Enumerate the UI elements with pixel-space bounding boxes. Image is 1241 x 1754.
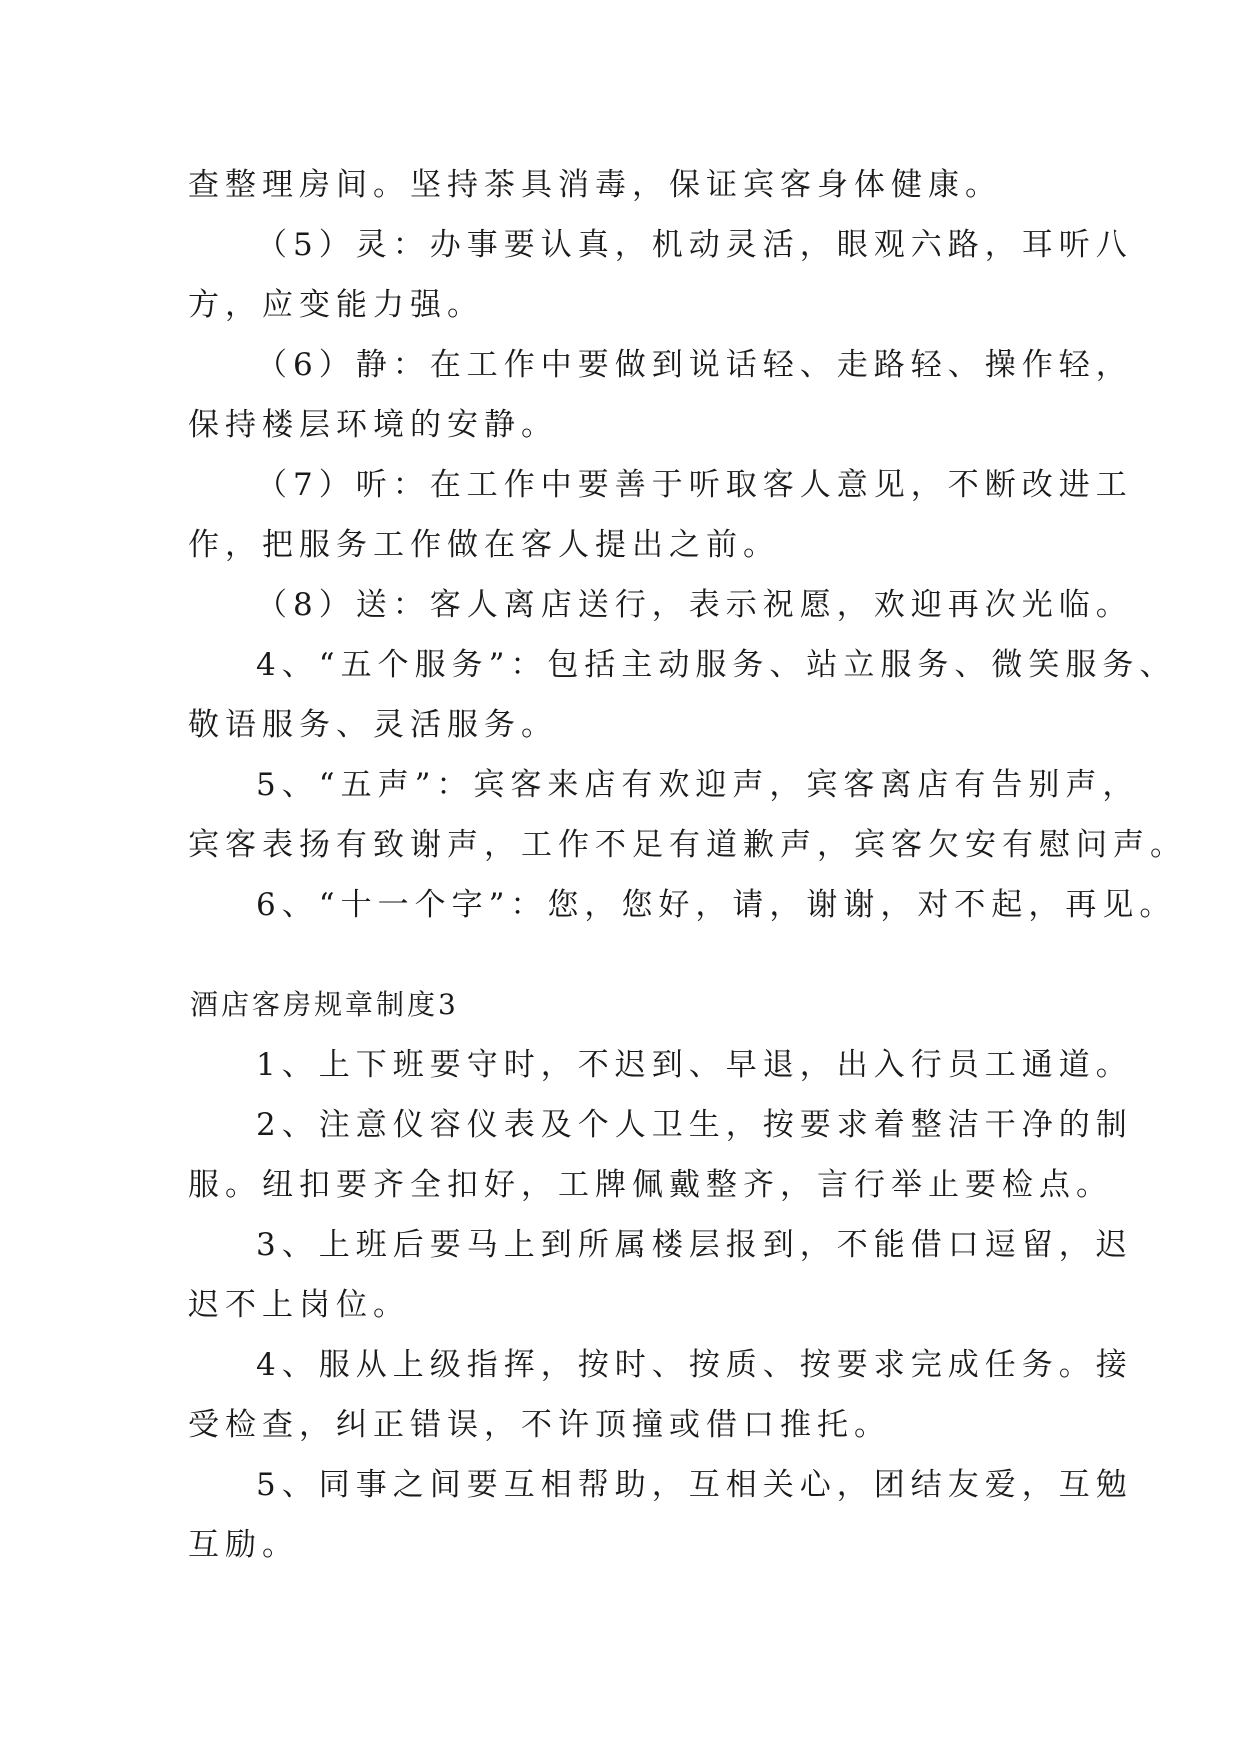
body-line: （7）听：在工作中要善于听取客人意见，不断改进工 — [256, 467, 1133, 503]
body-line: 宾客表扬有致谢声，工作不足有道歉声，宾客欠安有慰问声。 — [188, 827, 1187, 863]
body-line: 敬语服务、灵活服务。 — [188, 707, 558, 743]
body-line: 作，把服务工作做在客人提出之前。 — [188, 527, 780, 563]
body-line: 服。纽扣要齐全扣好，工牌佩戴整齐，言行举止要检点。 — [188, 1167, 1113, 1203]
body-line: 5、“五声”：宾客来店有欢迎声，宾客离店有告别声， — [256, 767, 1140, 803]
body-line: （5）灵：办事要认真，机动灵活，眼观六路，耳听八 — [256, 227, 1133, 263]
body-line: 保持楼层环境的安静。 — [188, 407, 558, 443]
body-line: 受检查，纠正错误，不许顶撞或借口推托。 — [188, 1407, 891, 1443]
body-line: 方，应变能力强。 — [188, 287, 484, 323]
body-line: 5、同事之间要互相帮助，互相关心，团结友爱，互勉 — [256, 1467, 1133, 1503]
body-line: （6）静：在工作中要做到说话轻、走路轻、操作轻， — [256, 347, 1133, 383]
body-line: （8）送：客人离店送行，表示祝愿，欢迎再次光临。 — [256, 587, 1133, 623]
body-line: 2、注意仪容仪表及个人卫生，按要求着整洁干净的制 — [256, 1107, 1133, 1143]
body-line: 查整理房间。坚持茶具消毒，保证宾客身体健康。 — [188, 167, 1002, 203]
body-line: 迟不上岗位。 — [188, 1287, 410, 1323]
body-line: 1、上下班要守时，不迟到、早退，出入行员工通道。 — [256, 1047, 1133, 1083]
body-line: 互励。 — [188, 1527, 299, 1563]
section-heading: 酒店客房规章制度3 — [190, 988, 459, 1021]
body-line: 6、“十一个字”：您，您好，请，谢谢，对不起，再见。 — [256, 887, 1177, 923]
body-line: 4、服从上级指挥，按时、按质、按要求完成任务。接 — [256, 1347, 1133, 1383]
body-line: 4、“五个服务”：包括主动服务、站立服务、微笑服务、 — [256, 647, 1177, 683]
body-line: 3、上班后要马上到所属楼层报到，不能借口逗留，迟 — [256, 1227, 1133, 1263]
